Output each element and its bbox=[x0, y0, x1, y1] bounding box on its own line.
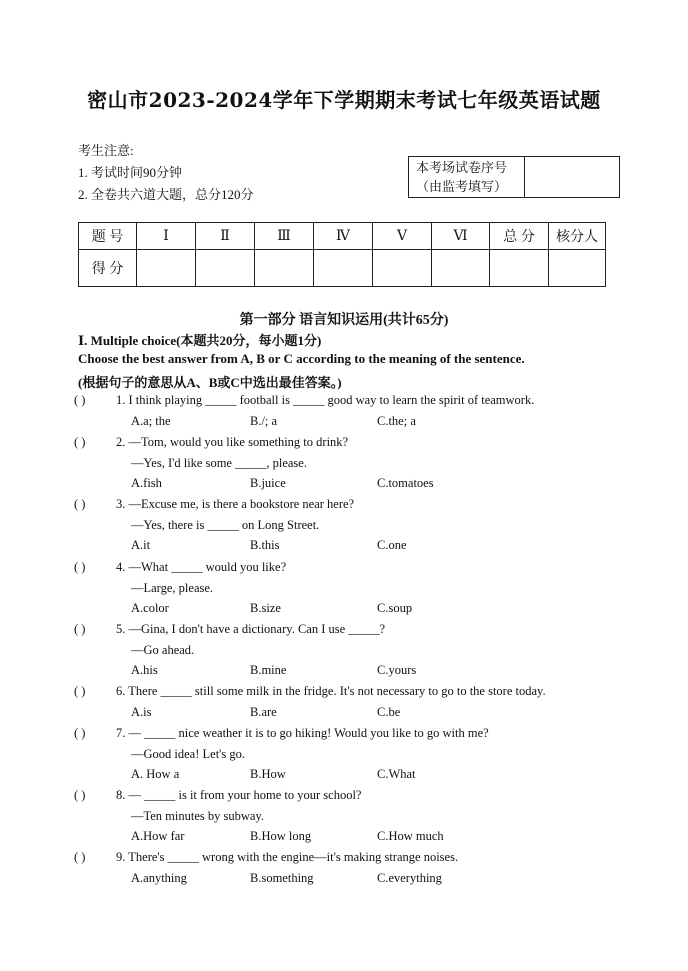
answer-option: C.What bbox=[377, 767, 416, 782]
score-row-label: 得 分 bbox=[79, 250, 137, 287]
question-stem: 9. There's _____ wrong with the engine—it's making strange noises. bbox=[116, 850, 459, 864]
answer-option: B./; a bbox=[250, 413, 278, 428]
score-cell[interactable] bbox=[196, 250, 255, 287]
score-column-header: 核分人 bbox=[549, 223, 606, 250]
answer-blank[interactable]: ( ) bbox=[74, 622, 86, 636]
answer-option: C.everything bbox=[377, 870, 442, 885]
score-column-header: Ⅲ bbox=[255, 223, 314, 250]
answer-option: C.one bbox=[377, 538, 407, 553]
answer-option: C.soup bbox=[377, 601, 413, 616]
answer-option: B.are bbox=[250, 704, 277, 719]
score-cell[interactable] bbox=[137, 250, 196, 287]
score-header-label: 题 号 bbox=[79, 223, 137, 250]
answer-option: C.be bbox=[377, 704, 401, 719]
answer-blank[interactable]: ( ) bbox=[74, 560, 86, 574]
score-column-header: Ⅱ bbox=[196, 223, 255, 250]
answer-option: C.How much bbox=[377, 829, 444, 844]
answer-blank[interactable]: ( ) bbox=[74, 684, 86, 698]
answer-blank[interactable]: ( ) bbox=[74, 435, 86, 449]
instruction-english: Choose the best answer from A, B or C according to the meaning of the sentence. bbox=[78, 351, 525, 366]
seat-number-label: 本考场试卷序号 （由监考填写） bbox=[409, 157, 525, 198]
answer-option: A.How far bbox=[131, 829, 185, 844]
question-dialog-line: —Large, please. bbox=[131, 580, 214, 595]
question-stem: 5. —Gina, I don't have a dictionary. Can I use _____? bbox=[116, 622, 386, 636]
answer-option: A.a; the bbox=[131, 413, 171, 428]
score-cell[interactable] bbox=[373, 250, 432, 287]
section-title: 第一部分 语言知识运用(共计65分) bbox=[239, 313, 449, 328]
notice-heading: 考生注意: bbox=[78, 143, 134, 158]
notice-item: 1. 考试时间90分钟 bbox=[78, 165, 183, 180]
question-stem: 2. —Tom, would you like something to drink? bbox=[116, 435, 349, 449]
question-stem: 6. There _____ still some milk in the fridge. It's not necessary to go to the store today. bbox=[116, 684, 546, 698]
score-cell[interactable] bbox=[549, 250, 606, 287]
question-stem: 8. — _____ is it from your home to your school? bbox=[116, 788, 362, 802]
answer-option: B.size bbox=[250, 601, 281, 616]
answer-blank[interactable]: ( ) bbox=[74, 850, 86, 864]
question-dialog-line: —Yes, I'd like some _____, please. bbox=[131, 455, 307, 470]
answer-option: C.tomatoes bbox=[377, 476, 434, 491]
question-dialog-line: —Go ahead. bbox=[131, 642, 195, 657]
score-column-header: 总 分 bbox=[490, 223, 549, 250]
exam-title: 密山市2023-2024学年下学期期末考试七年级英语试题 bbox=[87, 88, 601, 112]
answer-option: A.color bbox=[131, 601, 169, 616]
answer-blank[interactable]: ( ) bbox=[74, 788, 86, 802]
part-heading: Ⅰ. Multiple choice(本题共20分，每小题1分) bbox=[78, 333, 322, 348]
question-stem: 7. — _____ nice weather it is to go hiking! Would you like to go with me? bbox=[116, 726, 489, 740]
question-dialog-line: —Good idea! Let's go. bbox=[131, 746, 246, 761]
answer-option: A. How a bbox=[131, 767, 180, 782]
score-column-header: Ⅰ bbox=[137, 223, 196, 250]
score-cell[interactable] bbox=[490, 250, 549, 287]
score-cell[interactable] bbox=[255, 250, 314, 287]
answer-blank[interactable]: ( ) bbox=[74, 726, 86, 740]
seat-number-field[interactable] bbox=[525, 157, 620, 198]
score-cell[interactable] bbox=[432, 250, 490, 287]
answer-option: C.yours bbox=[377, 663, 417, 678]
score-cell[interactable] bbox=[314, 250, 373, 287]
seat-number-box bbox=[408, 156, 620, 198]
notice-item: 2. 全卷共六道大题，总分120分 bbox=[78, 187, 254, 202]
instruction-chinese: (根据句子的意思从A、B或C中选出最佳答案。) bbox=[78, 375, 342, 390]
answer-option: B.something bbox=[250, 870, 314, 885]
answer-blank[interactable]: ( ) bbox=[74, 497, 86, 511]
question-stem: 1. I think playing _____ football is _____ good way to learn the spirit of teamwork. bbox=[116, 393, 535, 407]
question-stem: 3. —Excuse me, is there a bookstore near here? bbox=[116, 497, 355, 511]
score-column-header: Ⅴ bbox=[373, 223, 432, 250]
answer-option: B.this bbox=[250, 538, 280, 553]
answer-option: A.his bbox=[131, 663, 158, 678]
answer-blank[interactable]: ( ) bbox=[74, 393, 86, 407]
question-stem: 4. —What _____ would you like? bbox=[116, 560, 287, 574]
answer-option: B.How bbox=[250, 767, 286, 782]
score-column-header: Ⅵ bbox=[432, 223, 490, 250]
answer-option: B.How long bbox=[250, 829, 312, 844]
question-dialog-line: —Yes, there is _____ on Long Street. bbox=[131, 517, 320, 532]
answer-option: A.anything bbox=[131, 870, 187, 885]
answer-option: B.mine bbox=[250, 663, 287, 678]
answer-option: A.is bbox=[131, 704, 152, 719]
answer-option: C.the; a bbox=[377, 413, 416, 428]
answer-option: A.fish bbox=[131, 476, 162, 491]
score-table bbox=[78, 222, 606, 287]
answer-option: B.juice bbox=[250, 476, 286, 491]
answer-option: A.it bbox=[131, 538, 151, 553]
score-column-header: Ⅳ bbox=[314, 223, 373, 250]
candidate-notice bbox=[78, 140, 254, 206]
question-dialog-line: —Ten minutes by subway. bbox=[131, 808, 265, 823]
